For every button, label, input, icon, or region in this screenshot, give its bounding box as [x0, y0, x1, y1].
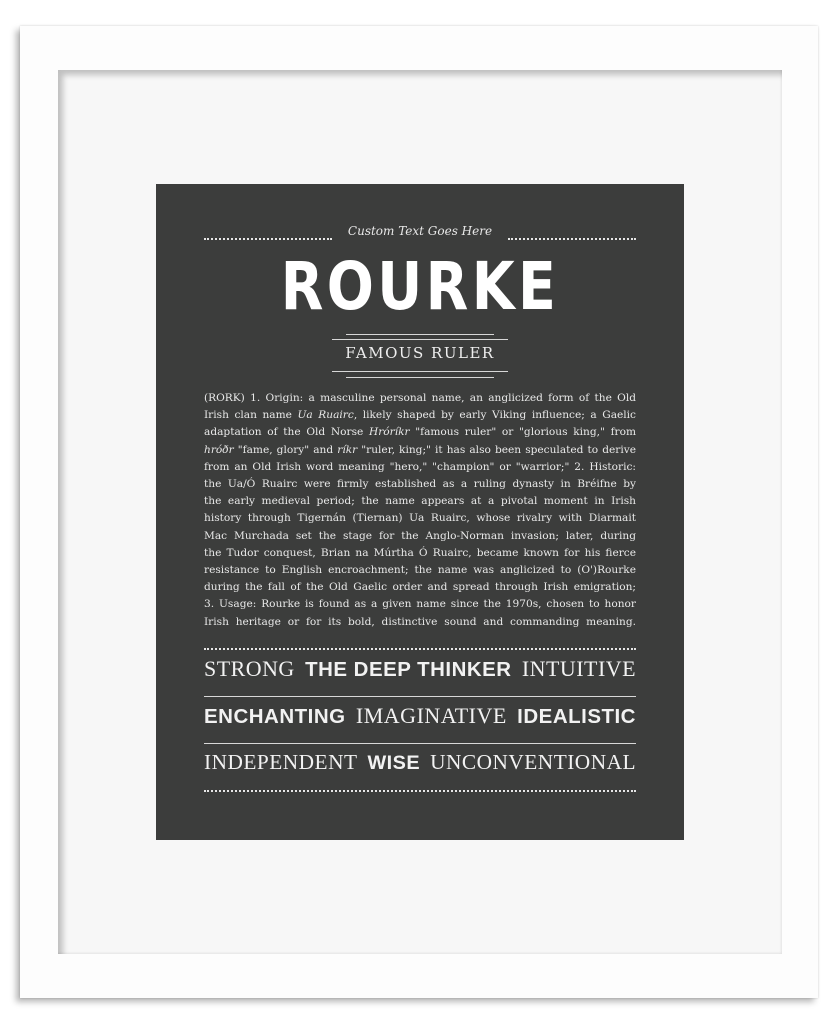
definition-line: the early medieval period; the name appears at a pivotal moment in Irish	[204, 495, 636, 508]
trait-wise: WISE	[367, 752, 421, 774]
definition-line: (RORK) 1. Origin: a masculine personal name, an anglicized form of the Old	[204, 392, 636, 404]
definition-line: history through Tigernán (Tiernan) Ua Ruairc, whose rivalry with Diarmait	[204, 512, 636, 525]
trait-independent: INDEPENDENT	[204, 750, 358, 774]
definition-line: hróðr "fame, glory" and ríkr "ruler, king;" it has also been speculated to derive	[204, 443, 637, 456]
dotted-rule-traits-bottom	[204, 790, 636, 792]
definition-line: Mac Murchada set the stage for the Anglo-Norman invasion; later, during	[204, 529, 636, 542]
rule-above-meaning-1	[346, 334, 494, 335]
trait-idealistic: IDEALISTIC	[517, 705, 636, 728]
trait-imaginative: IMAGINATIVE	[355, 703, 507, 728]
trait-row-2	[204, 703, 636, 729]
definition-line: resistance to English encroachment; the name was anglicized to (O')Rourke	[204, 564, 636, 577]
rule-above-meaning-2	[332, 339, 508, 340]
name-definition	[204, 390, 636, 631]
rule-below-meaning-1	[332, 371, 508, 372]
trait-divider-1	[204, 696, 636, 697]
name-title: ROURKE	[280, 248, 560, 325]
trait-the-deep-thinker: THE DEEP THINKER	[305, 658, 512, 681]
definition-line: from an Old Irish word meaning "hero," "champion" or "warrior;" 2. Historic:	[204, 460, 636, 473]
trait-intuitive: INTUITIVE	[521, 656, 636, 681]
definition-line: Irish heritage or for its bold, distinctive sound and commanding meaning.	[204, 615, 636, 628]
trait-row-1	[204, 656, 636, 682]
name-meaning: FAMOUS RULER	[345, 344, 495, 362]
definition-line: 3. Usage: Rourke is found as a given name since the 1970s, chosen to honor	[204, 598, 636, 611]
definition-line: the Tudor conquest, Brian na Múrtha Ó Ruairc, became known for his fierce	[204, 546, 636, 559]
definition-line: during the fall of the Old Gaelic order and spread through Irish emigration;	[204, 581, 636, 594]
trait-enchanting: ENCHANTING	[204, 705, 346, 728]
trait-divider-2	[204, 743, 636, 744]
dotted-rule-right	[508, 238, 636, 240]
dotted-rule-traits-top	[204, 648, 636, 650]
dotted-rule-left	[204, 238, 332, 240]
trait-strong: STRONG	[204, 656, 295, 681]
definition-line: adaptation of the Old Norse Hróríkr "famous ruler" or "glorious king," from	[204, 426, 636, 439]
trait-unconventional: UNCONVENTIONAL	[430, 750, 636, 774]
rule-below-meaning-2	[346, 377, 494, 378]
name-print	[156, 184, 684, 840]
custom-text: Custom Text Goes Here	[347, 224, 493, 238]
trait-row-3	[204, 750, 636, 775]
definition-line: Irish clan name Ua Ruairc, likely shaped by early Viking influence; a Gaelic	[204, 409, 636, 422]
definition-line: the Ua/Ó Ruairc were firmly established as a ruling dynasty in Bréifne by	[204, 478, 636, 491]
